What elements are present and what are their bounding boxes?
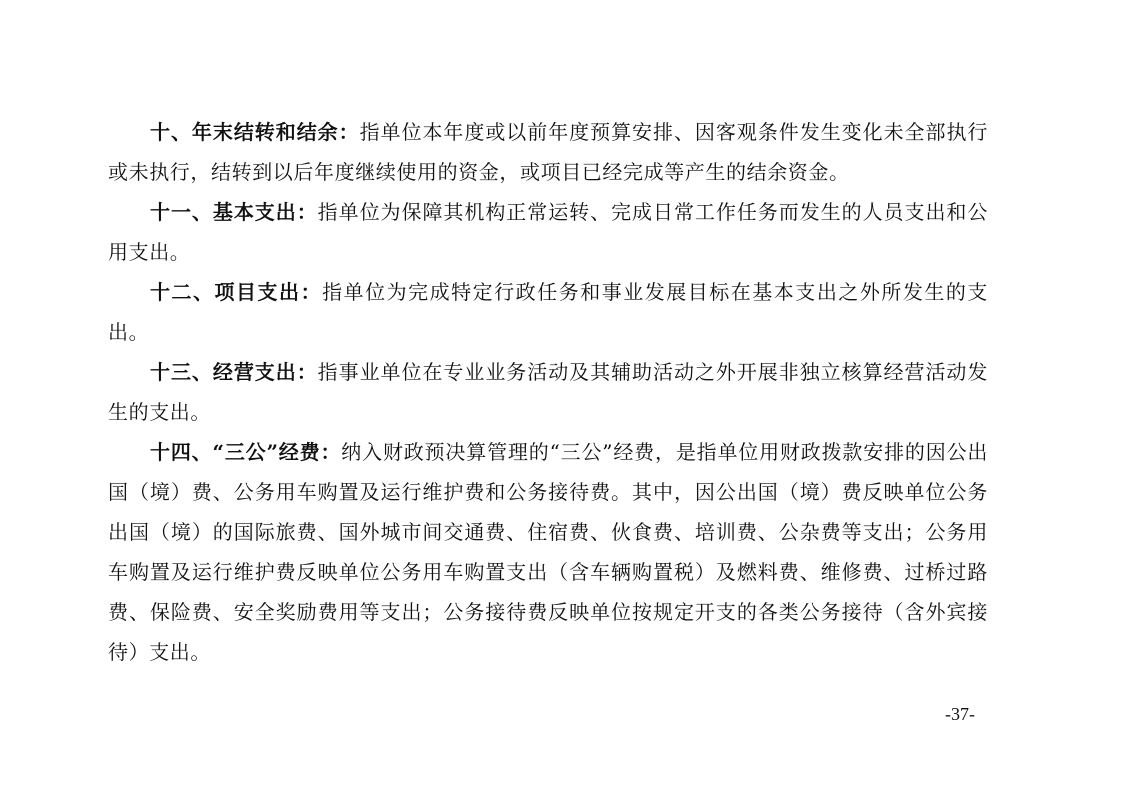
document-body [108, 112, 988, 672]
paragraph-three-public-expenses [108, 432, 988, 672]
definition-three-public-expenses: 纳入财政预决算管理的“三公”经费，是指单位用财政拨款安排的因公出国（境）费、公务用车购置及运行维护费和公务接待费。其中，因公出国（境）费反映单位公务出国（境）的国际旅费、国外城市间交通费、住宿费、伙食费、培训费、公杂费等支出；公务用车购置及运行维护费反映单位公务用车购置支出（含车辆购置税）及燃料费、维修费、过桥过路费、保险费、安全奖励费用等支出；公务接待费反映单位按规定开支的各类公务接待（含外宾接待）支出。 [108, 440, 988, 664]
term-project-expenditure: 十二、项目支出： [150, 280, 323, 304]
definition-basic-expenditure: 指单位为保障其机构正常运转、完成日常工作任务而发生的人员支出和公用支出。 [108, 200, 988, 264]
term-three-public-expenses: 十四、“三公”经费： [150, 440, 342, 464]
paragraph-operating-expenditure [108, 352, 988, 432]
term-basic-expenditure: 十一、基本支出： [150, 200, 318, 224]
definition-project-expenditure: 指单位为完成特定行政任务和事业发展目标在基本支出之外所发生的支出。 [108, 280, 988, 344]
paragraph-year-end-carryover [108, 112, 988, 192]
term-year-end-carryover: 十、年末结转和结余： [150, 120, 360, 144]
term-operating-expenditure: 十三、经营支出： [150, 360, 318, 384]
page-number: -37- [945, 704, 975, 724]
paragraph-project-expenditure [108, 272, 988, 352]
definition-year-end-carryover: 指单位本年度或以前年度预算安排、因客观条件发生变化未全部执行或未执行，结转到以后年度继续使用的资金，或项目已经完成等产生的结余资金。 [108, 120, 989, 184]
definition-operating-expenditure: 指事业单位在专业业务活动及其辅助活动之外开展非独立核算经营活动发生的支出。 [108, 360, 988, 424]
paragraph-basic-expenditure [108, 192, 988, 272]
